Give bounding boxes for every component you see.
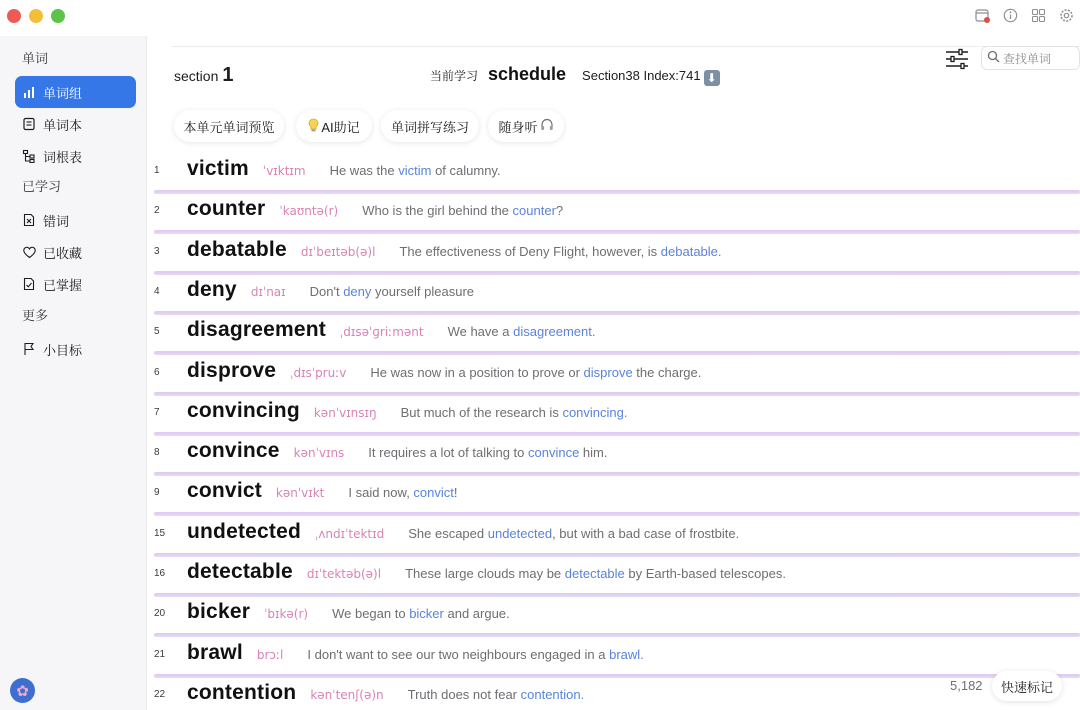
word-row[interactable]	[154, 638, 1080, 678]
example-sentence	[368, 445, 607, 460]
sidebar-item-mastered[interactable]	[15, 268, 136, 300]
section-heading	[174, 64, 233, 87]
row-content	[187, 359, 701, 383]
example-pre: I don't want to see our two neighbours engaged in a	[307, 646, 610, 662]
word-row[interactable]	[154, 235, 1080, 275]
sidebar-item-label: 已掌握	[43, 277, 83, 293]
example-sentence	[408, 526, 739, 541]
example-sentence	[405, 566, 786, 581]
minimize-window-button[interactable]	[29, 9, 43, 23]
word-phonetic: kənˈtenʃ(ə)n	[310, 687, 384, 702]
example-sentence	[330, 163, 501, 178]
word-text[interactable]: debatable	[187, 237, 287, 261]
example-pre: The effectiveness of Deny Flight, however, is	[399, 243, 661, 259]
sidebar-item-label: 已收藏	[43, 245, 83, 261]
example-post: by Earth-based telescopes.	[624, 566, 786, 581]
example-pre: We began to	[332, 606, 410, 622]
search-input[interactable]	[981, 46, 1080, 70]
example-highlight: disprove	[583, 364, 633, 380]
sidebar-section-learned: 已学习	[22, 179, 62, 194]
example-pre: Who is the girl behind the	[362, 203, 513, 219]
word-text[interactable]: disprove	[187, 358, 277, 382]
example-highlight: bicker	[409, 606, 444, 622]
row-index: 9	[154, 487, 160, 499]
bar-chart-icon	[21, 84, 37, 100]
grid-icon[interactable]	[1030, 7, 1046, 23]
word-text[interactable]: convince	[187, 439, 280, 463]
word-row[interactable]	[154, 154, 1080, 194]
word-text[interactable]: bicker	[187, 600, 251, 624]
headphones-icon	[540, 118, 554, 134]
sidebar-item-root-table[interactable]	[15, 140, 136, 172]
section-number: 1	[222, 64, 234, 86]
listen-button[interactable]	[488, 110, 564, 142]
example-highlight: disagreement.	[513, 324, 596, 340]
example-post: him.	[579, 445, 608, 461]
row-content	[187, 197, 563, 221]
word-phonetic: dɪˈnaɪ	[250, 284, 286, 299]
row-index: 15	[154, 527, 166, 539]
word-text[interactable]: undetected	[187, 519, 302, 543]
word-phonetic: ˌʌndɪˈtektɪd	[315, 526, 385, 541]
window-controls	[7, 9, 65, 23]
row-content	[187, 600, 510, 624]
word-phonetic: dɪˈbeɪtəb(ə)l	[300, 244, 376, 259]
row-content	[187, 439, 607, 463]
example-post: of calumny.	[431, 163, 501, 178]
row-index: 3	[154, 245, 160, 257]
word-text[interactable]: counter	[187, 197, 266, 221]
book-icon	[21, 116, 37, 132]
row-index: 21	[154, 648, 166, 660]
spelling-practice-button[interactable]	[381, 110, 479, 142]
current-index-text: Section38 Index:741	[582, 68, 701, 83]
row-index: 16	[154, 568, 166, 579]
example-post: and argue.	[443, 606, 510, 622]
row-index: 1	[154, 165, 160, 176]
example-highlight: detectable	[564, 566, 625, 581]
word-phonetic: kənˈvɪnsɪŋ	[313, 405, 377, 420]
example-pre: He was now in a position to prove or	[370, 364, 584, 380]
example-highlight: debatable.	[660, 243, 722, 259]
ai-mnemonic-label: AI助记	[321, 119, 360, 135]
example-sentence	[310, 284, 474, 299]
example-pre: Don't	[309, 283, 344, 299]
row-content	[187, 681, 584, 705]
gear-icon[interactable]	[1058, 7, 1074, 23]
flower-avatar-icon[interactable]: ✿	[10, 678, 35, 703]
example-highlight: contention.	[520, 686, 585, 702]
example-pre: She escaped	[408, 525, 488, 541]
search-icon	[987, 50, 1000, 66]
listen-label: 随身听	[498, 119, 538, 135]
word-phonetic: ˈbɪkə(r)	[264, 607, 309, 622]
word-row[interactable]	[154, 557, 1080, 597]
word-phonetic: kənˈvɪns	[293, 446, 345, 461]
row-index: 6	[154, 366, 160, 378]
sidebar-item-goals[interactable]	[15, 333, 136, 365]
example-sentence	[332, 606, 510, 621]
word-phonetic: kənˈvɪkt	[275, 486, 325, 501]
example-highlight: convince	[528, 445, 580, 461]
example-post: the charge.	[632, 364, 702, 380]
example-sentence	[362, 203, 563, 218]
row-content	[187, 238, 722, 262]
word-row[interactable]	[154, 315, 1080, 355]
example-highlight: deny	[343, 283, 372, 299]
word-row[interactable]	[154, 194, 1080, 234]
word-row[interactable]	[154, 597, 1080, 637]
word-row[interactable]	[154, 396, 1080, 436]
tree-icon	[21, 148, 37, 164]
example-sentence	[399, 244, 721, 259]
row-index: 22	[154, 688, 166, 700]
word-phonetic: ˌdɪsˈpruːv	[290, 365, 347, 380]
word-count: 5,182	[950, 678, 983, 693]
example-pre: I said now,	[348, 485, 414, 501]
section-label: section	[174, 68, 219, 84]
row-content	[187, 520, 739, 544]
sidebar-item-label: 小目标	[43, 342, 83, 358]
current-study-word: schedule	[488, 64, 567, 84]
word-row[interactable]	[154, 436, 1080, 476]
search-placeholder: 查找单词	[1003, 51, 1052, 66]
row-content	[187, 278, 474, 302]
word-text[interactable]: contention	[187, 680, 297, 704]
word-text[interactable]: detectable	[187, 560, 293, 583]
sidebar-item-word-groups[interactable]	[15, 76, 136, 108]
row-content	[187, 641, 644, 665]
info-icon[interactable]	[1002, 7, 1018, 23]
close-window-button[interactable]	[7, 9, 21, 23]
unit-preview-button[interactable]	[174, 110, 284, 142]
sidebar-item-wrong-words[interactable]	[15, 204, 136, 236]
zoom-window-button[interactable]	[51, 9, 65, 23]
example-pre: We have a	[447, 324, 514, 340]
example-sentence	[448, 324, 596, 339]
word-phonetic: ˈkaʊntə(r)	[279, 204, 339, 219]
word-row[interactable]	[154, 476, 1080, 516]
word-row[interactable]	[154, 517, 1080, 557]
word-text[interactable]: victim	[187, 157, 249, 180]
sidebar	[0, 36, 147, 710]
row-content	[187, 560, 786, 584]
word-text[interactable]: disagreement	[187, 318, 326, 342]
word-row[interactable]	[154, 356, 1080, 396]
example-post: !	[453, 485, 458, 501]
quick-mark-button[interactable]	[992, 671, 1062, 701]
row-index: 8	[154, 447, 160, 459]
quick-mark-label: 快速标记	[1000, 679, 1053, 695]
sidebar-item-wordbook[interactable]	[15, 108, 136, 140]
example-highlight: undetected	[487, 525, 553, 541]
word-phonetic: ˈvɪktɪm	[262, 164, 306, 178]
row-content	[187, 479, 458, 503]
example-post: ?	[555, 203, 564, 219]
example-pre: He was the	[329, 163, 399, 178]
word-text[interactable]: brawl	[187, 640, 243, 664]
sidebar-item-label: 单词本	[43, 117, 83, 133]
row-content	[187, 399, 627, 423]
word-text[interactable]: deny	[187, 277, 237, 301]
current-study-label: 当前学习	[430, 69, 479, 83]
example-pre: These large clouds may be	[405, 566, 565, 581]
row-content	[187, 157, 501, 181]
word-text[interactable]: convict	[187, 479, 262, 503]
sidebar-section-words: 单词	[22, 51, 49, 66]
calendar-icon[interactable]	[974, 7, 990, 23]
example-sentence	[348, 485, 457, 500]
lightbulb-icon	[308, 118, 319, 135]
example-pre: It requires a lot of talking to	[368, 445, 528, 461]
example-pre: But much of the research is	[400, 404, 563, 420]
example-highlight: counter	[512, 203, 556, 219]
sidebar-section-more: 更多	[22, 308, 49, 323]
word-phonetic: brɔːl	[256, 647, 284, 662]
spelling-practice-label: 单词拼写练习	[390, 119, 469, 135]
row-index: 20	[154, 608, 166, 620]
error-doc-icon	[21, 212, 37, 228]
example-sentence	[307, 647, 643, 662]
heart-icon	[21, 244, 37, 260]
example-highlight: brawl.	[609, 646, 644, 662]
word-row[interactable]	[154, 275, 1080, 315]
sidebar-item-label: 单词组	[43, 85, 83, 101]
current-study	[430, 64, 720, 86]
row-content	[187, 318, 596, 342]
filter-sliders-icon[interactable]	[944, 47, 970, 71]
word-phonetic: dɪˈtektəb(ə)l	[306, 567, 382, 581]
row-index: 2	[154, 205, 160, 217]
example-post: , but with a bad case of frostbite.	[552, 525, 740, 541]
example-highlight: victim	[398, 163, 432, 178]
example-post: yourself pleasure	[371, 283, 475, 299]
title-bar-actions	[974, 7, 1074, 23]
unit-preview-label: 本单元单词预览	[183, 119, 275, 135]
word-row[interactable]	[154, 678, 1080, 710]
check-doc-icon	[21, 276, 37, 292]
ai-mnemonic-button[interactable]	[296, 110, 372, 142]
example-sentence	[401, 405, 628, 420]
row-index: 4	[154, 285, 160, 297]
sidebar-item-favorites[interactable]	[15, 236, 136, 268]
example-sentence	[370, 365, 701, 380]
sidebar-item-label: 错词	[43, 213, 70, 229]
example-highlight: convict	[413, 485, 454, 501]
row-index: 5	[154, 326, 160, 338]
current-study-index	[582, 68, 720, 86]
word-text[interactable]: convincing	[187, 398, 300, 422]
example-pre: Truth does not fear	[407, 686, 521, 702]
example-highlight: convincing.	[562, 404, 628, 420]
row-index: 7	[154, 406, 160, 418]
sidebar-item-label: 词根表	[43, 149, 83, 165]
word-phonetic: ˌdɪsəˈɡriːmənt	[339, 325, 424, 340]
flag-icon	[21, 341, 37, 357]
example-sentence	[408, 687, 585, 702]
download-icon[interactable]: ⬇	[704, 70, 720, 86]
